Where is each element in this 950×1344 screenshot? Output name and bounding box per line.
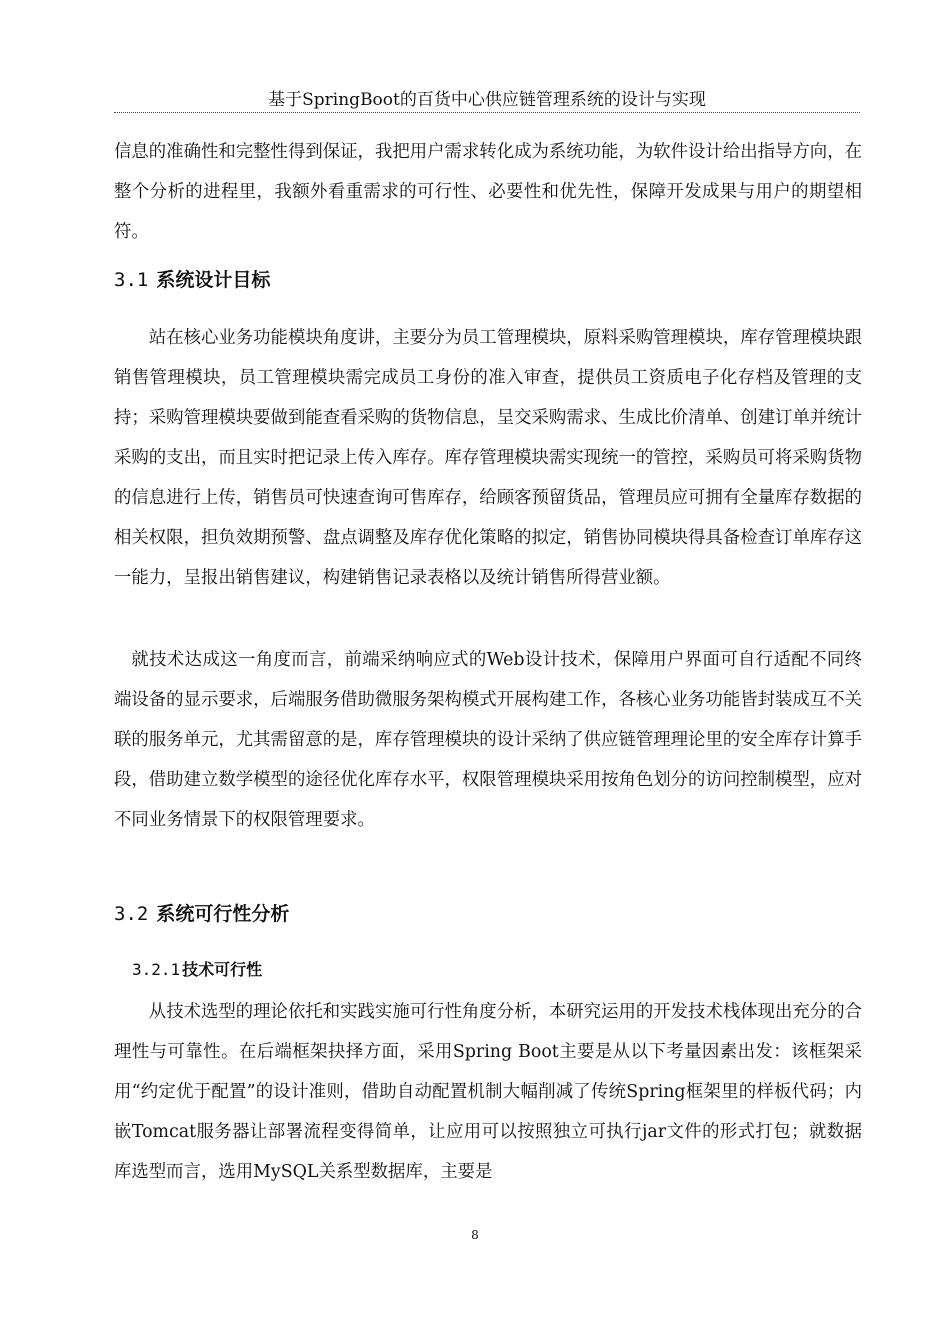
paragraph-design-goal-1: 站在核心业务功能模块角度讲，主要分为员工管理模块，原料采购管理模块，库存管理模块跟销售管理模块，员工管理模块需完成员工身份的准入审查，提供员工资质电子化存档及管理的支持；采购管理模块要做到能查看采购的货物信息，呈交采购需求、生成比价清单、创建订单并统计采购的支出，而且实时把记录上传入库存。库存管理模块需实现统一的管控，采购员可将采购货物的信息进行上传，销售员可快速查询可售库存，给顾客预留货品，管理员应可拥有全量库存数据的相关权限，担负效期预警、盘点调整及库存优化策略的拟定，销售协同模块得具备检查订单库存这一能力，呈报出销售建议，构建销售记录表格以及统计销售所得营业额。 xyxy=(114,328,862,588)
page-header xyxy=(114,88,860,113)
header-title: 基于SpringBoot的百货中心供应链管理系统的设计与实现 xyxy=(268,90,706,110)
paragraph-design-goal-2: 就技术达成这一角度而言，前端采纳响应式的Web设计技术，保障用户界面可自行适配不同终端设备的显示要求，后端服务借助微服务架构模式开展构建工作，各核心业务功能皆封装成互不关联的服务单元，尤其需留意的是，库存管理模块的设计采纳了供应链管理理论里的安全库存计算手段，借助建立数学模型的途径优化库存水平，权限管理模块采用按角色划分的访问控制模型，应对不同业务情景下的权限管理要求。 xyxy=(114,650,862,830)
page-number: 8 xyxy=(471,1228,479,1242)
subsection-number: 3.2.1 xyxy=(132,960,181,979)
section-title: 系统设计目标 xyxy=(156,269,271,291)
subsection-heading-3-2-1 xyxy=(132,958,262,982)
subsection-title: 技术可行性 xyxy=(182,960,263,979)
section-heading-3-2 xyxy=(114,900,289,928)
paragraph-intro: 信息的准确性和完整性得到保证，我把用户需求转化成为系统功能，为软件设计给出指导方向，在整个分析的进程里，我额外看重需求的可行性、必要性和优先性，保障开发成果与用户的期望相符。 xyxy=(114,142,862,242)
section-heading-3-1 xyxy=(114,266,270,294)
paragraph-tech-feasibility: 从技术选型的理论依托和实践实施可行性角度分析，本研究运用的开发技术栈体现出充分的合理性与可靠性。在后端框架抉择方面，采用Spring Boot主要是从以下考量因素出发：该框架采用“约定优于配置”的设计准则，借助自动配置机制大幅削减了传统Spring框架里的样板代码；内嵌Tomcat服务器让部署流程变得简单，让应用可以按照独立可执行jar文件的形式打包；就数据库选型而言，选用MySQL关系型数据库，主要是 xyxy=(114,1002,862,1182)
section-number: 3.2 xyxy=(114,903,149,925)
section-number: 3.1 xyxy=(114,269,149,291)
section-title: 系统可行性分析 xyxy=(156,903,290,925)
